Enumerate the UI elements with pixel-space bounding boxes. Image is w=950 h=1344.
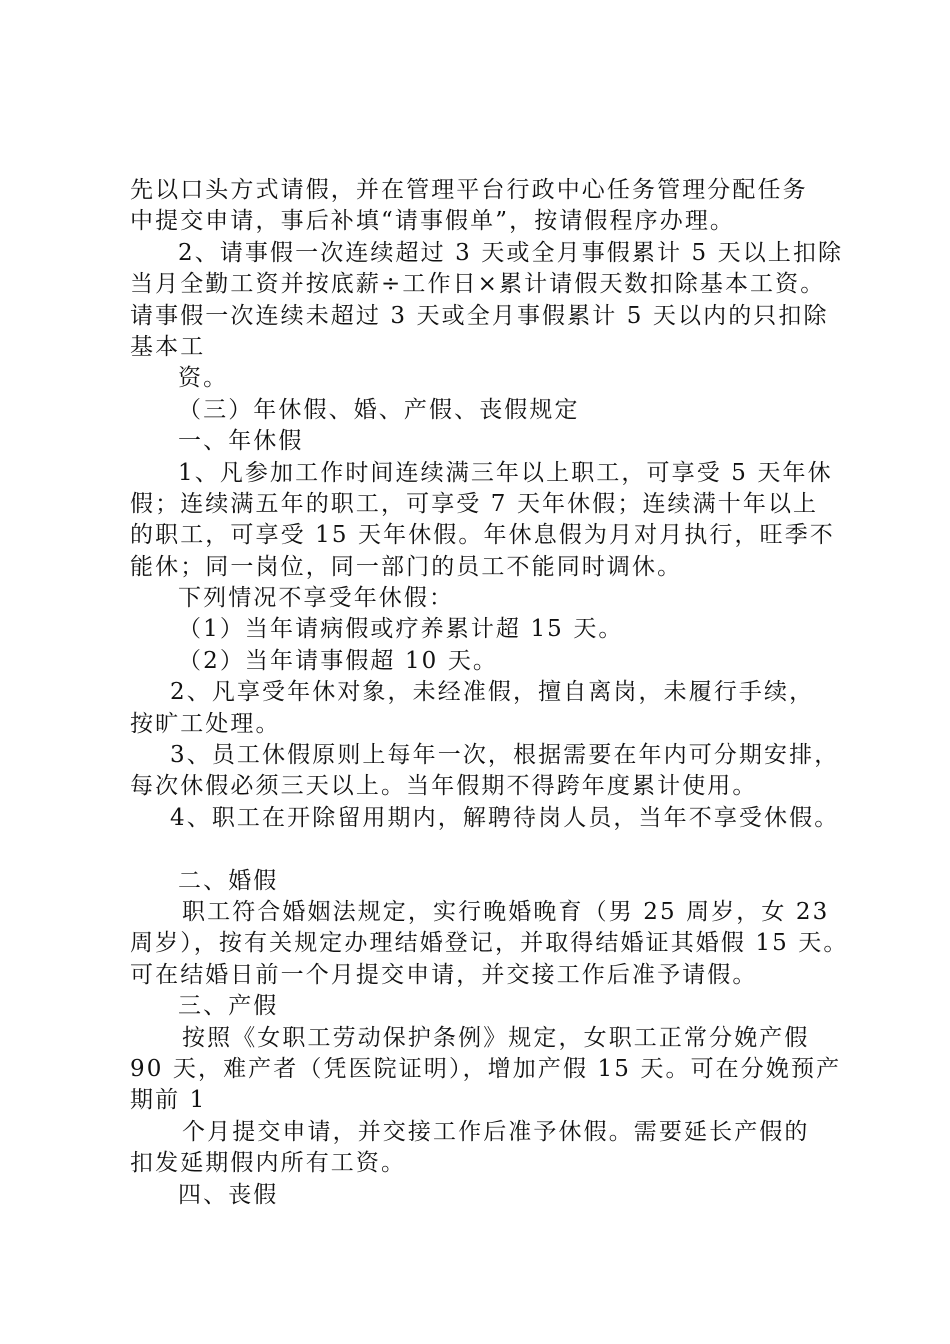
text-line: 假；连续满五年的职工，可享受 7 天年休假；连续满十年以上 [130, 490, 819, 517]
text-line: 能休；同一岗位，同一部门的员工不能同时调休。 [130, 553, 683, 580]
text-line: 4、职工在开除留用期内，解聘待岗人员，当年不享受休假。 [170, 804, 840, 831]
text-line: 职工符合婚姻法规定，实行晚婚晚育（男 25 周岁，女 23 [182, 898, 830, 925]
text-line: 请事假一次连续未超过 3 天或全月事假累计 5 天以内的只扣除 [130, 302, 829, 329]
text-line: 周岁），按有关规定办理结婚登记，并取得结婚证其婚假 15 天。 [130, 930, 849, 957]
text-line: 的职工，可享受 15 天年休假。年休息假为月对月执行，旺季不 [130, 522, 835, 549]
subsection-heading: 一、年休假 [178, 428, 304, 455]
text-line: 3、员工休假原则上每年一次，根据需要在年内可分期安排， [170, 742, 840, 769]
text-line: 2、凡享受年休对象，未经准假，擅自离岗，未履行手续， [170, 679, 815, 706]
subsection-heading: 三、产假 [178, 993, 279, 1020]
text-line: 基本工 [130, 333, 206, 360]
text-line: 资。 [178, 365, 229, 392]
text-line: 中提交申请，事后补填“请事假单”，按请假程序办理。 [130, 208, 736, 235]
subsection-heading: 二、婚假 [178, 867, 279, 894]
document-body [130, 175, 850, 1211]
text-line: 先以口头方式请假，并在管理平台行政中心任务管理分配任务 [130, 177, 808, 203]
text-line: 每次休假必须三天以上。当年假期不得跨年度累计使用。 [130, 773, 758, 800]
text-line: 可在结婚日前一个月提交申请，并交接工作后准予请假。 [130, 961, 758, 988]
text-line: 按旷工处理。 [130, 710, 281, 737]
text-line: 个月提交申请，并交接工作后准予休假。需要延长产假的 [182, 1118, 810, 1145]
subsection-heading: 四、丧假 [178, 1181, 279, 1208]
text-line: 下列情况不享受年休假： [178, 585, 455, 612]
text-line: 期前 1 [130, 1087, 207, 1114]
text-line: 2、请事假一次连续超过 3 天或全月事假累计 5 天以上扣除 [178, 239, 844, 266]
text-line: 90 天，难产者（凭医院证明），增加产假 15 天。可在分娩预产 [130, 1055, 842, 1082]
list-item: （2）当年请事假超 10 天。 [178, 647, 499, 674]
blank-line [130, 834, 850, 865]
text-line: 扣发延期假内所有工资。 [130, 1150, 407, 1177]
text-line: 1、凡参加工作时间连续满三年以上职工，可享受 5 天年休 [178, 459, 833, 486]
section-heading: （三）年休假、婚、产假、丧假规定 [178, 396, 580, 423]
text-line: 按照《女职工劳动保护条例》规定，女职工正常分娩产假 [182, 1024, 810, 1051]
text-line: 当月全勤工资并按底薪÷工作日×累计请假天数扣除基本工资。 [130, 271, 826, 298]
list-item: （1）当年请病假或疗养累计超 15 天。 [178, 616, 624, 643]
